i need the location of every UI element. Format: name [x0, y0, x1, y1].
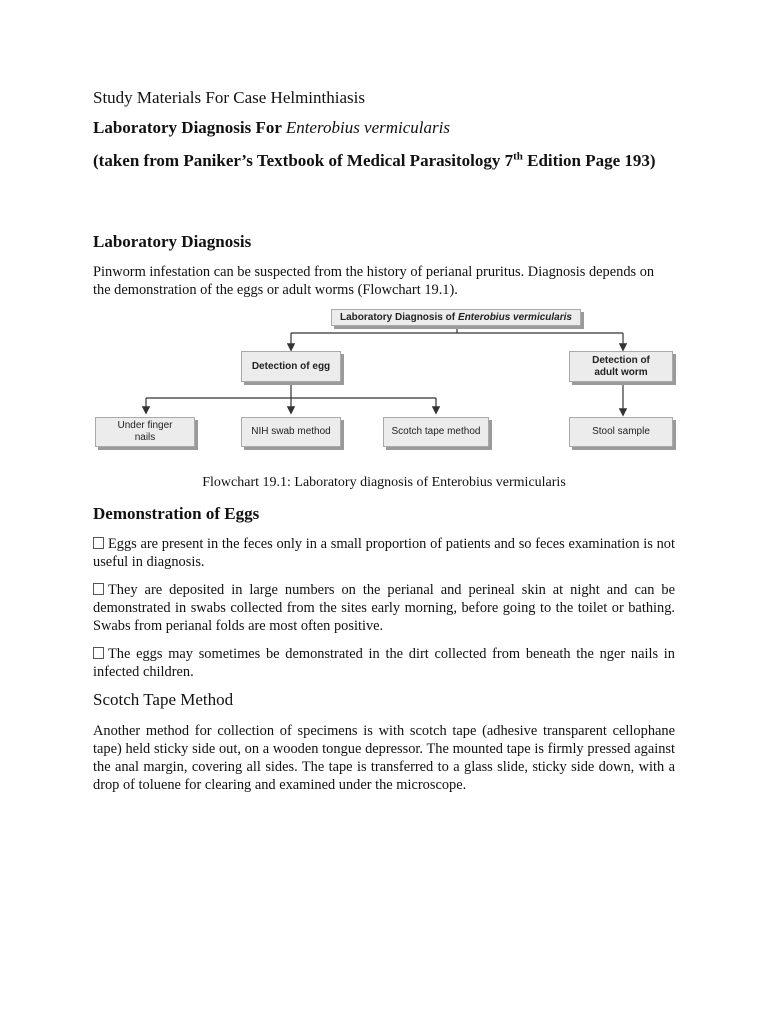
section-heading-scotch: Scotch Tape Method [93, 690, 234, 709]
flowchart-caption: Flowchart 19.1: Laboratory diagnosis of Enterobius vermicularis [202, 475, 566, 490]
lab-paragraph: Pinworm infestation can be suspected from the history of perianal pruritus. Diagnosis depends on the demonstration of the eggs or adult worms (Flowchart 19.1). [93, 264, 655, 298]
flow-scotch-box: Scotch tape method [383, 417, 489, 447]
study-materials-line: Study Materials For Case Helminthiasis [93, 88, 365, 107]
egg-bullet-3: The eggs may sometimes be demonstrated in the dirt collected from beneath the nger nails in infected children. [93, 646, 675, 680]
egg-bullet-1: Eggs are present in the feces only in a small proportion of patients and so feces examination is not useful in diagnosis. [93, 536, 675, 570]
flow-finger-box: Under finger nails [95, 417, 195, 447]
flowchart [93, 307, 675, 450]
section-heading-eggs: Demonstration of Eggs [93, 504, 260, 523]
flow-nih-box: NIH swab method [241, 417, 341, 447]
flow-egg-box: Detection of egg [241, 351, 341, 382]
flow-stool-box: Stool sample [569, 417, 673, 447]
bullet-box-icon [93, 647, 104, 659]
scotch-paragraph: Another method for collection of specimens is with scotch tape (adhesive transparent cellophane tape) held sticky side out, on a wooden tongue depressor. The mounted tape is firmly pressed against the anal margin, covering all sides. The tape is transferred to a glass slide, sticky side down, with a drop of toluene for clearing and examined under the microscope. [93, 723, 675, 793]
section-heading-lab: Laboratory Diagnosis [93, 232, 252, 251]
source-reference: (taken from Paniker’s Textbook of Medical Parasitology 7th Edition Page 193) [93, 150, 656, 170]
flow-root-box: Laboratory Diagnosis of Enterobius vermicularis [331, 309, 581, 326]
egg-bullet-2: They are deposited in large numbers on the perianal and perineal skin at night and can be demonstrated in swabs collected from the sites early morning, before going to the toilet or bathing. Swabs from perianal folds are most often positive. [93, 582, 675, 634]
lab-diagnosis-title: Laboratory Diagnosis For Enterobius vermicularis [93, 118, 450, 137]
flow-adult-box: Detection of adult worm [569, 351, 673, 382]
bullet-box-icon [93, 583, 104, 595]
bullet-box-icon [93, 537, 104, 549]
